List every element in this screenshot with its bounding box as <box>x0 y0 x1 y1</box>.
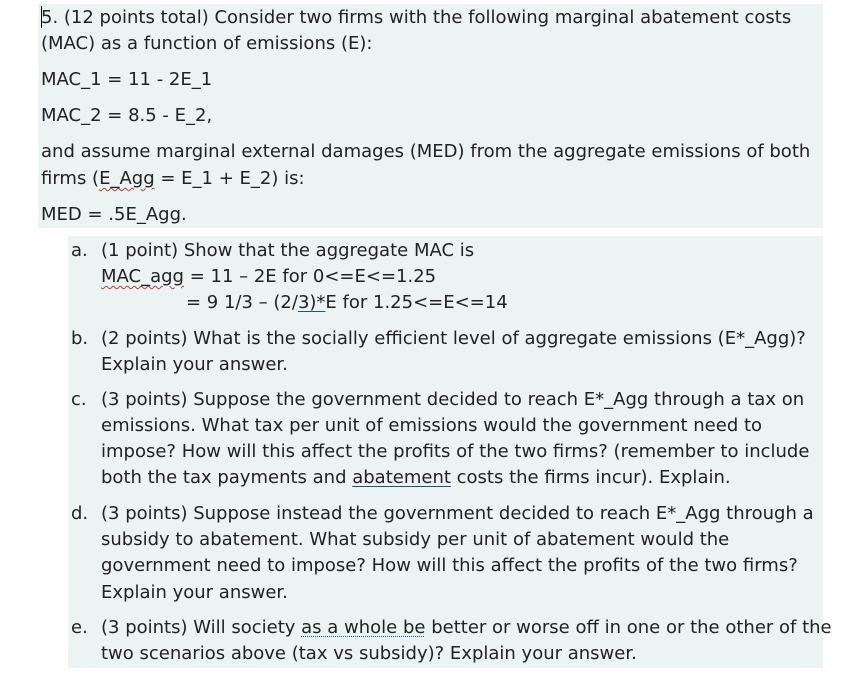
mac2-equation: MAC_2 = 8.5 - E_2, <box>41 105 213 126</box>
part-a-line-3: = 9 1/3 – (2/3)*E for 1.25<=E<=14 <box>186 292 508 313</box>
spellcheck-word[interactable]: E_Agg <box>99 168 155 189</box>
spellcheck-word[interactable]: MAC_agg <box>101 266 184 287</box>
part-d-line-1: (3 points) Suppose instead the government decided to reach E*_Agg through a <box>101 503 814 524</box>
part-b-line-1: (2 points) What is the socially efficient level of aggregate emissions (E*_Agg)? <box>101 328 806 349</box>
part-a-line-1: (1 point) Show that the aggregate MAC is <box>101 240 475 261</box>
intro-line-1: 5. (12 points total) Consider two firms with the following marginal abatement costs <box>41 7 792 28</box>
part-c-line-3: impose? How will this affect the profits of the two firms? (remember to include <box>101 441 810 462</box>
part-a-line-2: MAC_agg = 11 – 2E for 0<=E<=1.25 <box>101 266 437 287</box>
part-d-line-2: subsidy to abatement. What subsidy per unit of abatement would the <box>101 529 730 550</box>
grammar-flag[interactable]: abatement <box>352 467 451 488</box>
part-d-line-4: Explain your answer. <box>101 582 288 603</box>
part-d-marker: d. <box>71 503 89 524</box>
part-e-line-1: (3 points) Will society as a whole be better or worse off in one or the other of the <box>101 617 832 638</box>
part-e-marker: e. <box>71 617 88 638</box>
part-c-marker: c. <box>71 389 87 410</box>
part-b-marker: b. <box>71 328 89 349</box>
grammar-flag[interactable]: 3)* <box>297 292 326 313</box>
med-intro-line-2: firms (E_Agg = E_1 + E_2) is: <box>41 168 305 189</box>
part-d-line-3: government need to impose? How will this affect the profits of the two firms? <box>101 555 798 576</box>
mac1-equation: MAC_1 = 11 - 2E_1 <box>41 69 213 90</box>
part-e-line-2: two scenarios above (tax vs subsidy)? Explain your answer. <box>101 643 637 664</box>
part-a-marker: a. <box>71 240 88 261</box>
part-c-line-1: (3 points) Suppose the government decided to reach E*_Agg through a tax on <box>101 389 805 410</box>
part-b-line-2: Explain your answer. <box>101 354 288 375</box>
part-c-line-4: both the tax payments and abatement costs the firms incur). Explain. <box>101 467 731 488</box>
med-intro-line-1: and assume marginal external damages (MED) from the aggregate emissions of both <box>41 141 811 162</box>
med-equation: MED = .5E_Agg. <box>41 204 187 225</box>
intro-line-2: (MAC) as a function of emissions (E): <box>41 33 373 54</box>
grammar-flag[interactable]: as a whole be <box>301 617 426 638</box>
part-c-line-2: emissions. What tax per unit of emissions would the government need to <box>101 415 763 436</box>
